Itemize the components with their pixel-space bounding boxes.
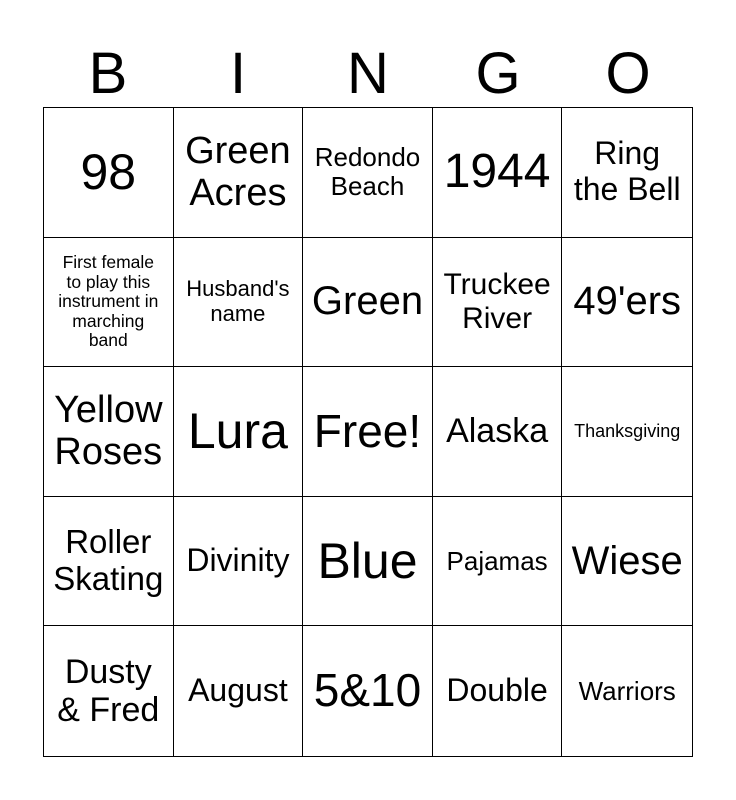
bingo-cell[interactable]: 5&10 <box>303 626 433 756</box>
bingo-cell[interactable]: Blue <box>303 497 433 627</box>
bingo-cell[interactable]: Pajamas <box>433 497 563 627</box>
bingo-cell[interactable]: Truckee River <box>433 238 563 368</box>
bingo-cell[interactable]: Green <box>303 238 433 368</box>
bingo-cell[interactable]: Warriors <box>578 675 676 706</box>
bingo-cell[interactable]: Husband's name <box>174 238 304 368</box>
bingo-cell[interactable]: 98 <box>44 108 174 238</box>
bingo-cell[interactable]: Redondo Beach <box>303 108 433 238</box>
bingo-header <box>43 40 693 108</box>
bingo-cell[interactable]: Wiese <box>562 497 692 627</box>
bingo-cell[interactable]: Roller Skating <box>44 497 174 627</box>
bingo-cell[interactable]: Lura <box>174 367 304 497</box>
header-letter-n: N <box>347 41 389 106</box>
header-letter-o: O <box>605 41 651 106</box>
bingo-cell[interactable]: Green Acres <box>174 108 304 238</box>
bingo-cell[interactable]: Yellow Roses <box>44 367 174 497</box>
bingo-cell[interactable]: August <box>174 626 304 756</box>
header-letter-i: I <box>229 41 247 106</box>
bingo-cell[interactable]: Alaska <box>433 367 563 497</box>
bingo-cell[interactable]: Ring the Bell <box>562 108 692 238</box>
bingo-cell[interactable]: 1944 <box>433 108 563 238</box>
bingo-board <box>43 107 693 757</box>
bingo-cell[interactable]: Dusty & Fred <box>44 626 174 756</box>
header-letter-g: G <box>475 41 521 106</box>
bingo-cell[interactable]: Double <box>433 626 563 756</box>
bingo-cell[interactable]: Divinity <box>174 497 304 627</box>
bingo-cell[interactable]: 49'ers <box>562 238 692 368</box>
header-letter-b: B <box>88 41 128 106</box>
bingo-cell[interactable]: First female to play this instrument in marching band <box>44 238 174 368</box>
bingo-cell[interactable]: Free! <box>303 367 433 497</box>
bingo-cell[interactable]: Thanksgiving <box>562 367 692 497</box>
